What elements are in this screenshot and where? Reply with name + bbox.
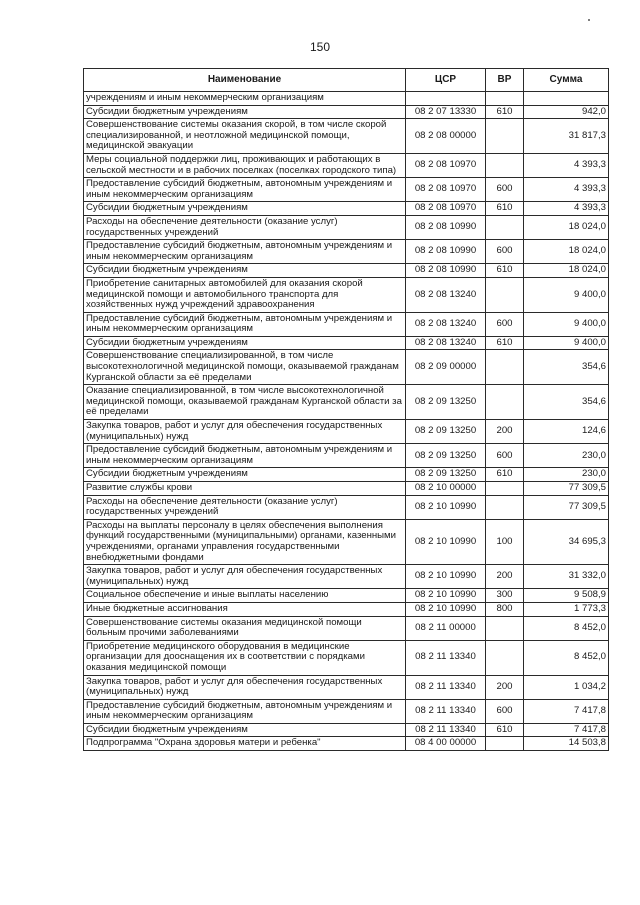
cell-csr: 08 4 00 00000: [406, 737, 486, 751]
cell-csr: 08 2 11 13340: [406, 699, 486, 723]
cell-vr: 610: [486, 264, 524, 278]
cell-sum: [524, 92, 609, 106]
table-row: [84, 420, 609, 444]
cell-name: Субсидии бюджетным учреждениям: [84, 202, 406, 216]
cell-sum: 354,6: [524, 350, 609, 385]
header-sum: Сумма: [524, 69, 609, 92]
cell-name: Субсидии бюджетным учреждениям: [84, 336, 406, 350]
cell-sum: 34 695,3: [524, 519, 609, 564]
cell-csr: 08 2 08 13240: [406, 336, 486, 350]
table-row: [84, 589, 609, 603]
cell-vr: [486, 482, 524, 496]
cell-name: Предоставление субсидий бюджетным, автономным учреждениям и иным некоммерческим организациям: [84, 699, 406, 723]
cell-vr: [486, 737, 524, 751]
cell-sum: 4 393,3: [524, 202, 609, 216]
cell-sum: 18 024,0: [524, 215, 609, 239]
table-row: [84, 312, 609, 336]
cell-vr: 600: [486, 444, 524, 468]
cell-sum: 9 400,0: [524, 336, 609, 350]
table-row: [84, 178, 609, 202]
table-row: [84, 616, 609, 640]
cell-name: учреждениям и иным некоммерческим организациям: [84, 92, 406, 106]
cell-csr: 08 2 10 10990: [406, 602, 486, 616]
cell-vr: 610: [486, 202, 524, 216]
budget-table: [83, 68, 609, 751]
cell-csr: 08 2 11 00000: [406, 616, 486, 640]
table-row: [84, 385, 609, 420]
table-header-row: [84, 69, 609, 92]
cell-csr: 08 2 10 10990: [406, 589, 486, 603]
cell-sum: 31 817,3: [524, 119, 609, 154]
cell-csr: 08 2 08 00000: [406, 119, 486, 154]
table-row: [84, 468, 609, 482]
cell-vr: 200: [486, 420, 524, 444]
cell-vr: [486, 616, 524, 640]
cell-sum: 8 452,0: [524, 616, 609, 640]
cell-vr: 610: [486, 336, 524, 350]
cell-csr: 08 2 11 13340: [406, 723, 486, 737]
table-row: [84, 602, 609, 616]
cell-vr: 610: [486, 105, 524, 119]
cell-sum: 942,0: [524, 105, 609, 119]
cell-name: Расходы на выплаты персоналу в целях обеспечения выполнения функций государственными (муниципальными) органами, казенными учреждениями, органами управления государственными внебюджетными фондами: [84, 519, 406, 564]
cell-name: Совершенствование специализированной, в том числе высокотехнологичной медицинской помощи, оказываемой гражданам Курганской области за её пределами: [84, 350, 406, 385]
cell-csr: 08 2 08 10990: [406, 240, 486, 264]
table-row: [84, 277, 609, 312]
cell-sum: 230,0: [524, 444, 609, 468]
cell-name: Подпрограмма "Охрана здоровья матери и ребенка": [84, 737, 406, 751]
table-row: [84, 444, 609, 468]
cell-name: Закупка товаров, работ и услуг для обеспечения государственных (муниципальных) нужд: [84, 420, 406, 444]
cell-sum: 18 024,0: [524, 240, 609, 264]
cell-vr: [486, 385, 524, 420]
table-row: [84, 119, 609, 154]
header-vr: ВР: [486, 69, 524, 92]
cell-sum: 31 332,0: [524, 565, 609, 589]
cell-csr: 08 2 09 00000: [406, 350, 486, 385]
cell-csr: 08 2 08 10990: [406, 215, 486, 239]
cell-sum: 124,6: [524, 420, 609, 444]
table-row: [84, 336, 609, 350]
table-row: [84, 482, 609, 496]
cell-vr: [486, 153, 524, 177]
cell-sum: 9 400,0: [524, 312, 609, 336]
cell-csr: 08 2 08 13240: [406, 277, 486, 312]
cell-vr: [486, 92, 524, 106]
cell-csr: 08 2 10 10990: [406, 565, 486, 589]
cell-name: Закупка товаров, работ и услуг для обеспечения государственных (муниципальных) нужд: [84, 675, 406, 699]
cell-vr: 600: [486, 699, 524, 723]
cell-vr: 610: [486, 723, 524, 737]
cell-sum: 14 503,8: [524, 737, 609, 751]
cell-vr: 800: [486, 602, 524, 616]
cell-csr: 08 2 09 13250: [406, 468, 486, 482]
cell-vr: 600: [486, 312, 524, 336]
table-row: [84, 202, 609, 216]
cell-csr: 08 2 07 13330: [406, 105, 486, 119]
cell-name: Иные бюджетные ассигнования: [84, 602, 406, 616]
cell-name: Совершенствование системы оказания скорой, в том числе скорой специализированной, и неотложной медицинской помощи, медицинской эвакуации: [84, 119, 406, 154]
cell-csr: 08 2 08 13240: [406, 312, 486, 336]
cell-name: Предоставление субсидий бюджетным, автономным учреждениям и иным некоммерческим организациям: [84, 240, 406, 264]
cell-csr: 08 2 10 10990: [406, 495, 486, 519]
cell-name: Развитие службы крови: [84, 482, 406, 496]
cell-csr: 08 2 09 13250: [406, 444, 486, 468]
cell-vr: 200: [486, 675, 524, 699]
cell-csr: 08 2 08 10970: [406, 178, 486, 202]
cell-sum: 9 508,9: [524, 589, 609, 603]
cell-vr: 300: [486, 589, 524, 603]
table-body: [84, 92, 609, 751]
cell-csr: 08 2 11 13340: [406, 675, 486, 699]
cell-csr: [406, 92, 486, 106]
cell-sum: 354,6: [524, 385, 609, 420]
cell-sum: 1 034,2: [524, 675, 609, 699]
cell-sum: 18 024,0: [524, 264, 609, 278]
table-row: [84, 699, 609, 723]
header-csr: ЦСР: [406, 69, 486, 92]
cell-name: Субсидии бюджетным учреждениям: [84, 264, 406, 278]
table-row: [84, 350, 609, 385]
page-number: 150: [309, 40, 331, 54]
cell-name: Оказание специализированной, в том числе высокотехнологичной медицинской помощи, оказываемой гражданам Курганской области за её пределами: [84, 385, 406, 420]
scan-speck: [588, 19, 590, 21]
cell-csr: 08 2 08 10990: [406, 264, 486, 278]
cell-sum: 9 400,0: [524, 277, 609, 312]
cell-vr: 200: [486, 565, 524, 589]
cell-name: Приобретение санитарных автомобилей для оказания скорой медицинской помощи и автомобильного транспорта для хозяйственных нужд учреждений здравоохранения: [84, 277, 406, 312]
cell-name: Меры социальной поддержки лиц, проживающих и работающих в сельской местности и в рабочих поселках (поселках городского типа): [84, 153, 406, 177]
table-row: [84, 215, 609, 239]
cell-vr: 610: [486, 468, 524, 482]
cell-name: Предоставление субсидий бюджетным, автономным учреждениям и иным некоммерческим организациям: [84, 444, 406, 468]
cell-vr: 600: [486, 240, 524, 264]
table-row: [84, 565, 609, 589]
cell-csr: 08 2 09 13250: [406, 420, 486, 444]
cell-vr: 600: [486, 178, 524, 202]
cell-vr: [486, 277, 524, 312]
cell-sum: 77 309,5: [524, 482, 609, 496]
cell-vr: [486, 495, 524, 519]
cell-sum: 7 417,8: [524, 723, 609, 737]
cell-name: Предоставление субсидий бюджетным, автономным учреждениям и иным некоммерческим организациям: [84, 178, 406, 202]
table-row: [84, 640, 609, 675]
table-row: [84, 240, 609, 264]
cell-sum: 7 417,8: [524, 699, 609, 723]
cell-name: Субсидии бюджетным учреждениям: [84, 468, 406, 482]
table-row: [84, 92, 609, 106]
cell-sum: 4 393,3: [524, 178, 609, 202]
cell-name: Совершенствование системы оказания медицинской помощи больным прочими заболеваниями: [84, 616, 406, 640]
cell-csr: 08 2 08 10970: [406, 202, 486, 216]
cell-vr: [486, 215, 524, 239]
table-row: [84, 519, 609, 564]
cell-sum: 8 452,0: [524, 640, 609, 675]
cell-vr: [486, 640, 524, 675]
cell-sum: 77 309,5: [524, 495, 609, 519]
cell-csr: 08 2 10 00000: [406, 482, 486, 496]
cell-sum: 4 393,3: [524, 153, 609, 177]
table-row: [84, 495, 609, 519]
cell-name: Расходы на обеспечение деятельности (оказание услуг) государственных учреждений: [84, 215, 406, 239]
table-row: [84, 105, 609, 119]
cell-name: Субсидии бюджетным учреждениям: [84, 723, 406, 737]
cell-name: Субсидии бюджетным учреждениям: [84, 105, 406, 119]
cell-vr: [486, 119, 524, 154]
table-row: [84, 153, 609, 177]
table-row: [84, 264, 609, 278]
cell-csr: 08 2 11 13340: [406, 640, 486, 675]
cell-name: Приобретение медицинского оборудования в медицинские организации для дооснащения их в соответствии с порядками оказания медицинской помощи: [84, 640, 406, 675]
cell-csr: 08 2 08 10970: [406, 153, 486, 177]
cell-vr: [486, 350, 524, 385]
cell-vr: 100: [486, 519, 524, 564]
cell-name: Закупка товаров, работ и услуг для обеспечения государственных (муниципальных) нужд: [84, 565, 406, 589]
cell-sum: 1 773,3: [524, 602, 609, 616]
cell-name: Социальное обеспечение и иные выплаты населению: [84, 589, 406, 603]
cell-name: Предоставление субсидий бюджетным, автономным учреждениям и иным некоммерческим организациям: [84, 312, 406, 336]
table-row: [84, 723, 609, 737]
cell-csr: 08 2 10 10990: [406, 519, 486, 564]
cell-name: Расходы на обеспечение деятельности (оказание услуг) государственных учреждений: [84, 495, 406, 519]
cell-csr: 08 2 09 13250: [406, 385, 486, 420]
table-row: [84, 675, 609, 699]
table-row: [84, 737, 609, 751]
header-name: Наименование: [84, 69, 406, 92]
cell-sum: 230,0: [524, 468, 609, 482]
